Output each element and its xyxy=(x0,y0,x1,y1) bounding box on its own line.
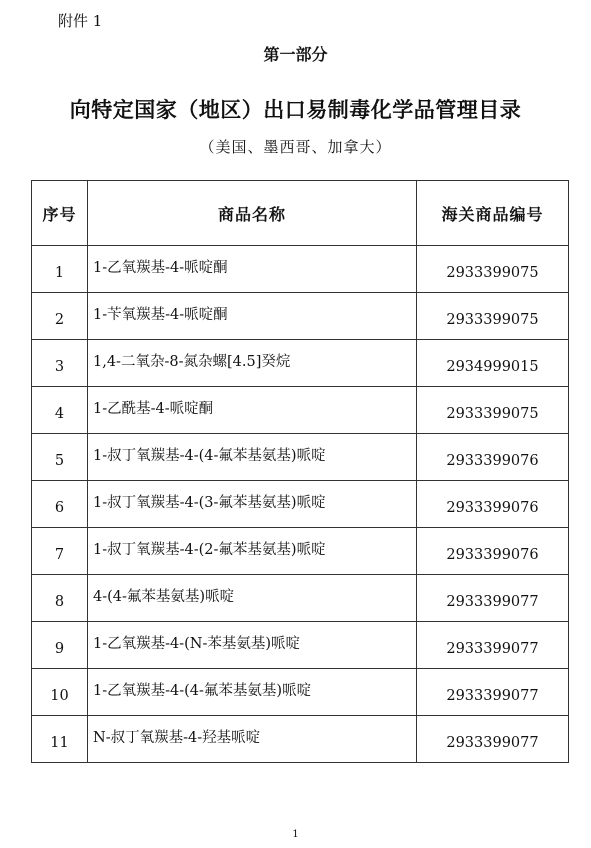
cell-serial-text: 5 xyxy=(54,453,65,469)
cell-customs-code-text: 2933399075 xyxy=(446,406,539,422)
cell-serial-text: 7 xyxy=(54,547,65,563)
cell-serial xyxy=(32,387,88,434)
cell-customs-code xyxy=(417,622,569,669)
cell-serial-text: 9 xyxy=(54,641,65,657)
cell-serial-text: 1 xyxy=(54,265,65,281)
cell-product-name xyxy=(88,387,417,434)
cell-product-name-text: 4-(4-氟苯基氨基)哌啶 xyxy=(93,588,235,605)
column-header-name: 商品名称 xyxy=(88,181,417,246)
cell-serial xyxy=(32,528,88,575)
cell-product-name-text: 1-乙氧羰基-4-(4-氟苯基氨基)哌啶 xyxy=(93,682,312,699)
cell-customs-code xyxy=(417,434,569,481)
cell-product-name xyxy=(88,622,417,669)
cell-serial xyxy=(32,669,88,716)
cell-customs-code-text: 2933399077 xyxy=(446,641,539,657)
table-row xyxy=(32,622,569,669)
cell-customs-code xyxy=(417,246,569,293)
cell-product-name xyxy=(88,293,417,340)
cell-customs-code xyxy=(417,340,569,387)
cell-customs-code-text: 2934999015 xyxy=(446,359,539,375)
cell-customs-code xyxy=(417,481,569,528)
table-row xyxy=(32,387,569,434)
cell-serial-text: 10 xyxy=(50,688,69,704)
cell-product-name xyxy=(88,340,417,387)
cell-customs-code-text: 2933399075 xyxy=(446,312,539,328)
cell-customs-code xyxy=(417,387,569,434)
cell-product-name-text: 1-叔丁氧羰基-4-(2-氟苯基氨基)哌啶 xyxy=(93,541,326,558)
cell-serial-text: 2 xyxy=(54,312,65,328)
cell-serial xyxy=(32,481,88,528)
cell-product-name xyxy=(88,246,417,293)
table-row xyxy=(32,340,569,387)
cell-product-name xyxy=(88,528,417,575)
attachment-label: 附件 1 xyxy=(58,12,103,30)
cell-serial xyxy=(32,434,88,481)
chemicals-table xyxy=(31,180,569,763)
table-row xyxy=(32,669,569,716)
document-subtitle: （美国、墨西哥、加拿大） xyxy=(199,138,392,156)
section-heading: 第一部分 xyxy=(263,45,328,64)
table-row xyxy=(32,716,569,763)
cell-product-name-text: N-叔丁氧羰基-4-羟基哌啶 xyxy=(93,729,261,746)
cell-product-name xyxy=(88,716,417,763)
cell-serial xyxy=(32,622,88,669)
cell-serial xyxy=(32,575,88,622)
cell-product-name-text: 1-叔丁氧羰基-4-(4-氟苯基氨基)哌啶 xyxy=(93,447,326,464)
cell-customs-code-text: 2933399077 xyxy=(446,688,539,704)
cell-serial-text: 4 xyxy=(54,406,65,422)
cell-product-name xyxy=(88,481,417,528)
table-row xyxy=(32,293,569,340)
cell-customs-code xyxy=(417,716,569,763)
cell-customs-code-text: 2933399075 xyxy=(446,265,539,281)
cell-product-name-text: 1-乙氧羰基-4-哌啶酮 xyxy=(93,259,228,276)
cell-customs-code-text: 2933399076 xyxy=(446,453,539,469)
cell-serial xyxy=(32,293,88,340)
cell-customs-code xyxy=(417,528,569,575)
table-row xyxy=(32,434,569,481)
cell-serial xyxy=(32,716,88,763)
cell-customs-code xyxy=(417,293,569,340)
cell-customs-code xyxy=(417,575,569,622)
cell-product-name xyxy=(88,434,417,481)
table-row xyxy=(32,246,569,293)
column-header-code: 海关商品编号 xyxy=(417,181,569,246)
cell-customs-code-text: 2933399077 xyxy=(446,594,539,610)
cell-customs-code xyxy=(417,669,569,716)
table-header-row xyxy=(32,181,569,246)
table-row xyxy=(32,481,569,528)
cell-serial-text: 3 xyxy=(54,359,65,375)
cell-serial-text: 11 xyxy=(50,735,69,751)
cell-product-name-text: 1-叔丁氧羰基-4-(3-氟苯基氨基)哌啶 xyxy=(93,494,326,511)
cell-customs-code-text: 2933399077 xyxy=(446,735,539,751)
document-title: 向特定国家（地区）出口易制毒化学品管理目录 xyxy=(69,97,522,122)
page-number: 1 xyxy=(292,829,299,840)
cell-customs-code-text: 2933399076 xyxy=(446,500,539,516)
cell-customs-code-text: 2933399076 xyxy=(446,547,539,563)
cell-product-name xyxy=(88,669,417,716)
cell-serial xyxy=(32,246,88,293)
table-body xyxy=(32,246,569,763)
cell-product-name xyxy=(88,575,417,622)
cell-product-name-text: 1,4-二氧杂-8-氮杂螺[4.5]癸烷 xyxy=(93,353,291,370)
table-row xyxy=(32,575,569,622)
table-row xyxy=(32,528,569,575)
cell-serial-text: 8 xyxy=(54,594,65,610)
cell-product-name-text: 1-乙氧羰基-4-(N-苯基氨基)哌啶 xyxy=(93,635,301,652)
cell-serial-text: 6 xyxy=(54,500,65,516)
cell-product-name-text: 1-乙酰基-4-哌啶酮 xyxy=(93,400,214,417)
cell-serial xyxy=(32,340,88,387)
cell-product-name-text: 1-苄氧羰基-4-哌啶酮 xyxy=(93,306,228,323)
column-header-serial: 序号 xyxy=(32,181,88,246)
